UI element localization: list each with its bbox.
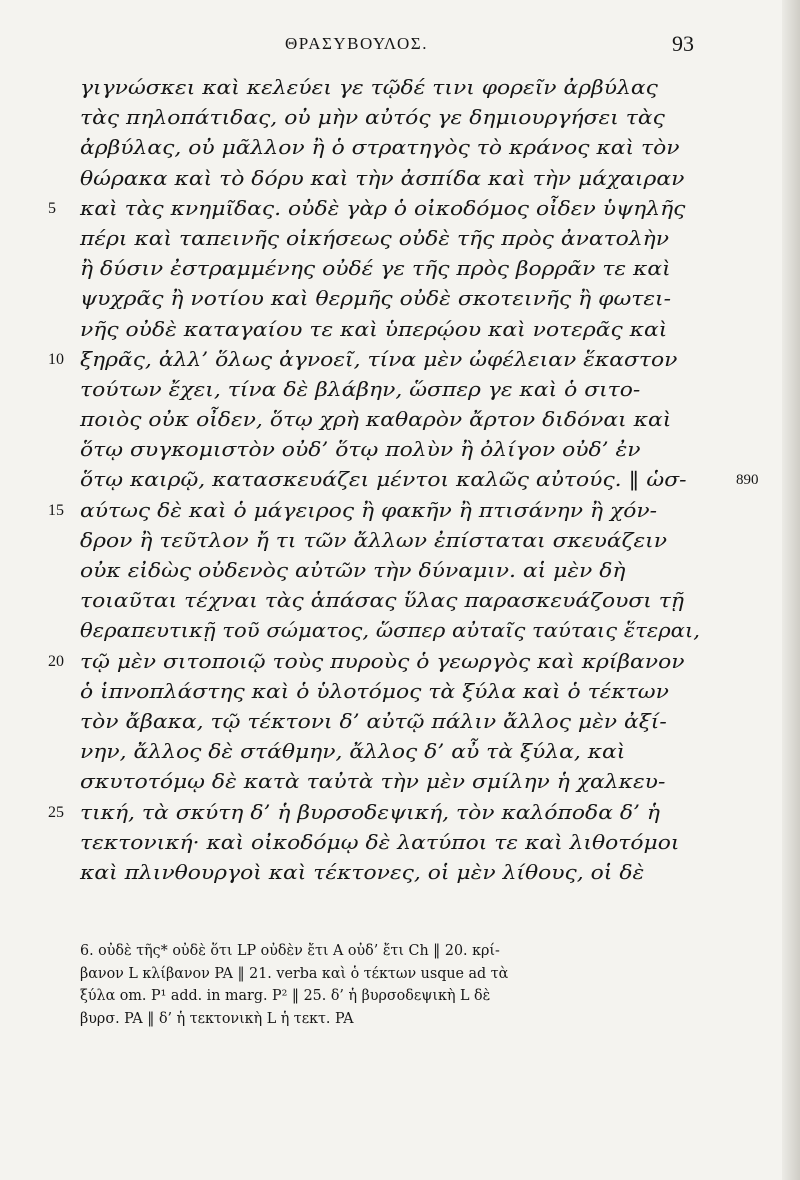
line-number: 20 [48,652,64,670]
text-line [0,315,800,345]
line-text: τῷ μὲν σιτοποιῷ τοὺς πυροὺς ὁ γεωργὸς καὶ κρίβανον [80,649,685,673]
text-line [0,435,800,465]
line-text: πέρι καὶ ταπεινῆς οἰκήσεως οὐδὲ τῆς πρὸς ἀνατολὴν [80,226,670,250]
line-text: τοιαῦται τέχναι τὰς ἁπάσας ὕλας παρασκευάζουσι τῇ [80,589,684,613]
text-line [0,73,800,103]
text-line [0,677,800,707]
apparatus-line: βανον L κλίβανον PA ‖ 21. verba καὶ ὁ τέκτων usque ad τὰ [80,965,509,982]
line-text: ἢ δύσιν ἐστραμμένης οὐδέ γε τῆς πρὸς βορρᾶν τε καὶ [80,257,671,281]
apparatus-line: 6. οὐδὲ τῆς* οὐδὲ ὅτι LP οὐδὲν ἔτι A οὐδ’ ἔτι Ch ‖ 20. κρί- [80,943,500,959]
apparatus-line: βυρσ. PA ‖ δ’ ἡ τεκτονικὴ L ἡ τεκτ. PA [80,1010,354,1027]
line-text: ὅτῳ καιρῷ, κατασκευάζει μέντοι καλῶς αὐτούς. ‖ ὡσ- [80,468,687,492]
running-head [0,31,800,58]
text-line [0,224,800,254]
text-line [0,526,800,556]
text-line [0,375,800,405]
text-line [0,284,800,314]
running-title: ΘΡΑΣΥΒΟΥΛΟΣ. [285,34,428,53]
text-line [0,647,800,677]
text-line [0,798,800,828]
text-line [0,556,800,586]
line-text: αύτως δὲ καὶ ὁ μάγειρος ἢ φακῆν ἢ πτισάνην ἢ χόν- [80,498,658,522]
line-text: δρον ἢ τεῦτλον ἤ τι τῶν ἄλλων ἐπίσταται σκευάζειν [80,528,668,552]
line-text: τούτων ἔχει, τίνα δὲ βλάβην, ὥσπερ γε καὶ ὁ σιτο- [80,377,641,401]
line-text: θώρακα καὶ τὸ δόρυ καὶ τὴν ἀσπίδα καὶ τὴν μάχαιραν [80,166,685,190]
text-line [0,586,800,616]
text-line [0,737,800,767]
apparatus-line: ξύλα om. P¹ add. in marg. P² ‖ 25. δ’ ἡ βυρσοδεψικὴ L δὲ [80,988,491,1004]
text-line [0,405,800,435]
line-number: 15 [48,501,64,519]
line-number: 10 [48,350,64,368]
text-line [0,858,800,888]
text-line [0,164,800,194]
text-line [0,616,800,646]
line-text: καὶ πλινθουργοὶ καὶ τέκτονες, οἱ μὲν λίθους, οἱ δὲ [80,860,645,884]
line-text: οὐκ εἰδὼς οὐδενὸς αὐτῶν τὴν δύναμιν. αἱ μὲν δὴ [80,559,626,582]
line-text: ξηρᾶς, ἀλλ’ ὅλως ἀγνοεῖ, τίνα μὲν ὠφέλειαν ἕκαστον [80,347,678,371]
text-line [0,194,800,224]
text-line [0,828,800,858]
line-text: τεκτονική· καὶ οἰκοδόμῳ δὲ λατύποι τε καὶ λιθοτόμοι [80,830,680,854]
line-text: τική, τὰ σκύτη δ’ ἡ βυρσοδεψική, τὸν καλόποδα δ’ ἡ [80,800,661,824]
line-number: 5 [48,199,56,217]
line-text: ποιὸς οὐκ οἶδεν, ὅτῳ χρὴ καθαρὸν ἄρτον διδόναι καὶ [80,408,672,432]
line-text: σκυτοτόμῳ δὲ κατὰ ταὐτὰ τὴν μὲν σμίλην ἡ χαλκευ- [80,770,666,794]
page-number: 93 [672,31,694,56]
line-text: καὶ τὰς κνημῖδας. οὐδὲ γὰρ ὁ οἰκοδόμος οἶδεν ὑψηλῆς [80,196,686,220]
line-text: ὁ ἱπνοπλάστης καὶ ὁ ὑλοτόμος τὰ ξύλα καὶ ὁ τέκτων [80,679,669,703]
line-text: νῆς οὐδὲ καταγαίου τε καὶ ὑπερῴου καὶ νοτερᾶς καὶ [80,317,668,341]
text-line [0,707,800,737]
line-text: ἀρβύλας, οὐ μᾶλλον ἢ ὁ στρατηγὸς τὸ κράνος καὶ τὸν [80,136,680,160]
line-text: θεραπευτικῇ τοῦ σώματος, ὥσπερ αὐταῖς ταύταις ἕτεραι, [80,619,700,643]
line-text: τὰς πηλοπάτιδας, οὐ μὴν αὐτός γε δημιουργήσει τὰς [80,106,665,130]
text-line [0,345,800,375]
line-number: 25 [48,803,64,821]
text-line [0,465,800,495]
text-line [0,103,800,133]
text-line [0,133,800,163]
text-line [0,767,800,797]
critical-apparatus [80,940,720,1030]
margin-reference: 890 [736,472,759,489]
line-text: ψυχρᾶς ἢ νοτίου καὶ θερμῆς οὐδὲ σκοτεινῆς ἢ φωτει- [80,287,671,311]
line-text: γιγνώσκει καὶ κελεύει γε τῷδέ τινι φορεῖν ἀρβύλας [80,76,658,99]
line-text: νην, ἄλλος δὲ στάθμην, ἄλλος δ’ αὖ τὰ ξύλα, καὶ [80,740,626,764]
main-text [0,73,800,888]
text-line [0,254,800,284]
text-line [0,496,800,526]
line-text: τὸν ἄβακα, τῷ τέκτονι δ’ αὐτῷ πάλιν ἄλλος μὲν ἀξί- [80,709,667,733]
line-text: ὅτῳ συγκομιστὸν οὐδ’ ὅτῳ πολὺν ἢ ὀλίγον οὐδ’ ἐν [80,438,641,462]
